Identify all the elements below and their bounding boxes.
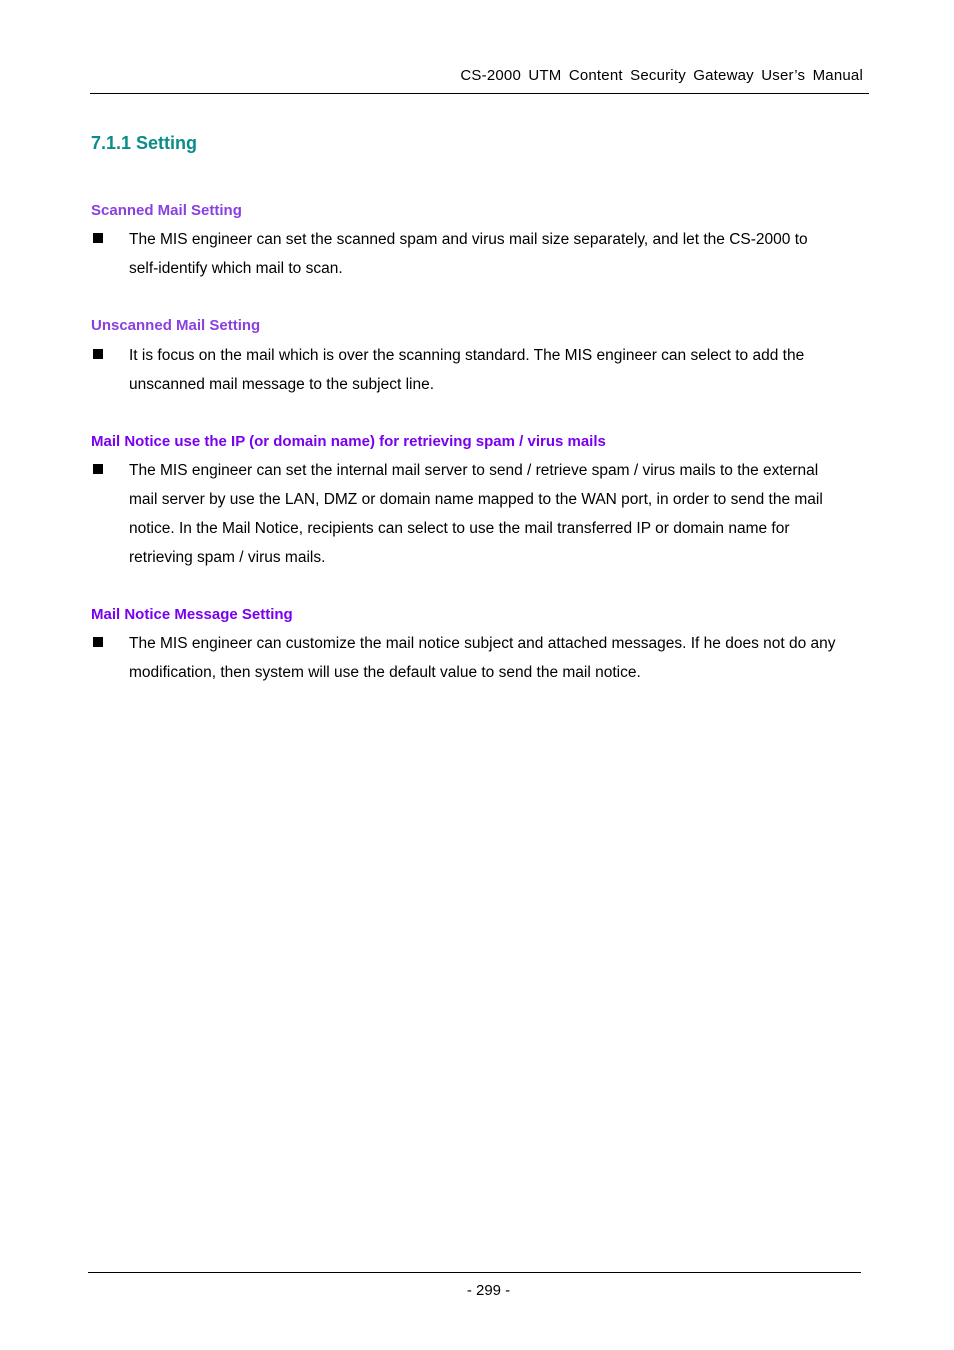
subheading-unscanned-mail-setting: Unscanned Mail Setting: [91, 317, 261, 334]
subheading-mail-notice-ip: Mail Notice use the IP (or domain name) for retrieving spam / virus mails: [91, 433, 606, 450]
bullet-item: [91, 456, 870, 572]
square-bullet-icon: [93, 464, 103, 474]
page-number: - 299 -: [466, 1282, 511, 1299]
bullet-item: [91, 225, 870, 283]
running-header: CS-2000 UTM Content Security Gateway User’s Manual: [460, 67, 863, 84]
bullet-text: The MIS engineer can customize the mail notice subject and attached messages. If he does not do any modification, then system will use the default value to send the mail notice.: [129, 635, 836, 681]
bullet-text: The MIS engineer can set the scanned spam and virus mail size separately, and let the CS-2000 to self-identify which mail to scan.: [129, 231, 808, 277]
header-divider: [90, 93, 869, 94]
subheading-mail-notice-message-setting: Mail Notice Message Setting: [91, 606, 293, 623]
bullet-item: [91, 341, 870, 399]
footer-divider: [88, 1272, 861, 1273]
bullet-text: It is focus on the mail which is over the scanning standard. The MIS engineer can select to add the unscanned mail message to the subject line.: [129, 347, 805, 393]
bullet-text: The MIS engineer can set the internal mail server to send / retrieve spam / virus mails to the external mail server by use the LAN, DMZ or domain name mapped to the WAN port, in order to send the mail notice. In the Mail Notice, recipients can select to use the mail transferred IP or domain name for retrieving spam / virus mails.: [129, 462, 823, 566]
subheading-scanned-mail-setting: Scanned Mail Setting: [91, 202, 242, 219]
square-bullet-icon: [93, 349, 103, 359]
bullet-item: [91, 629, 870, 687]
square-bullet-icon: [93, 637, 103, 647]
section-title: 7.1.1 Setting: [91, 133, 198, 153]
square-bullet-icon: [93, 233, 103, 243]
